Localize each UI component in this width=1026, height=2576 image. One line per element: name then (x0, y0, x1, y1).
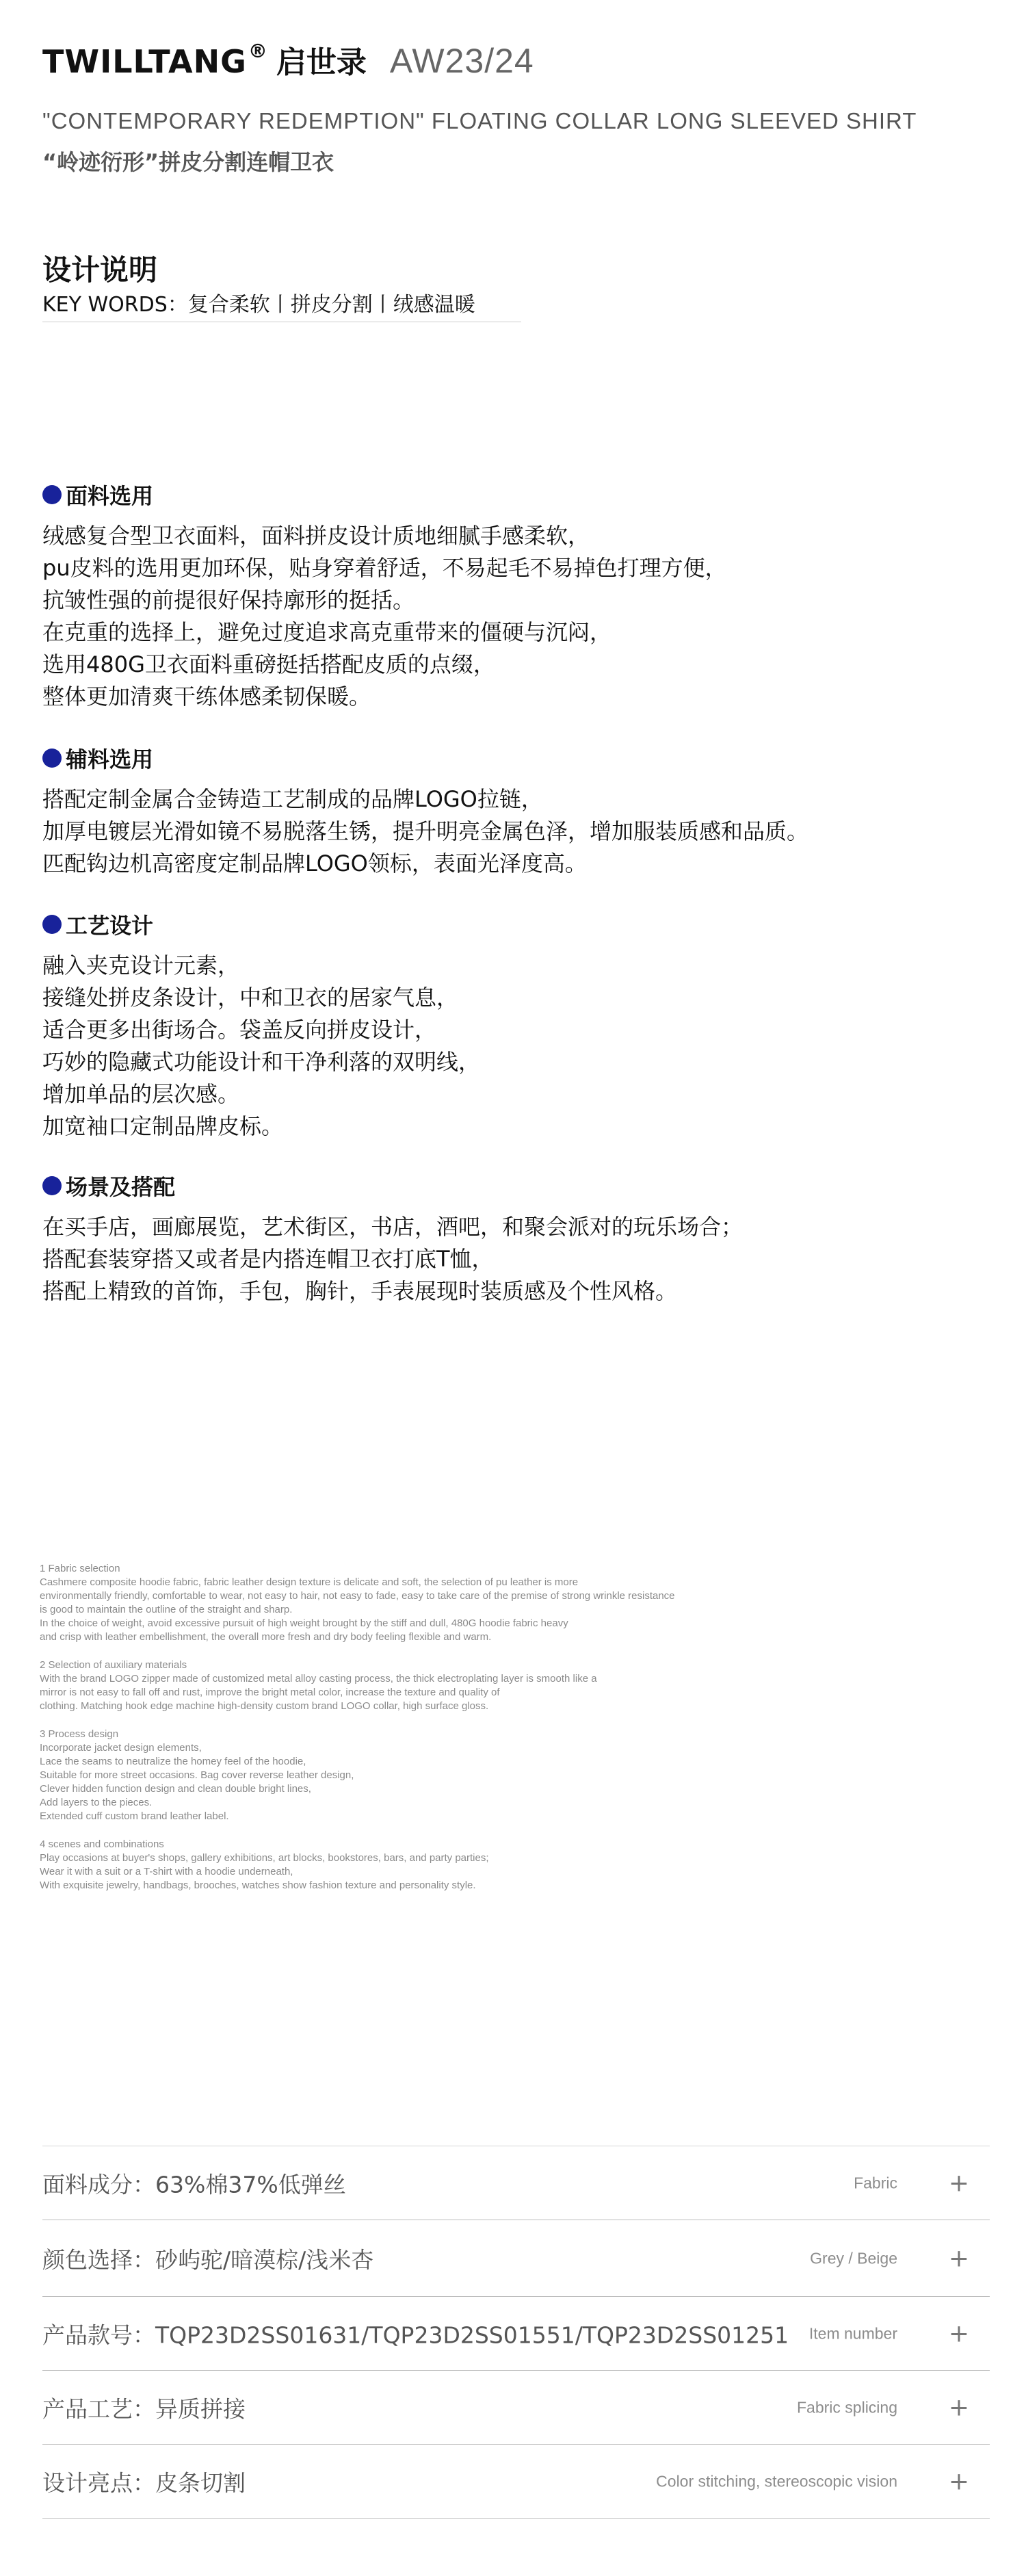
section-accessories (42, 742, 808, 880)
keywords: KEY WORDS：复合柔软丨拼皮分割丨绒感温暖 (42, 287, 521, 322)
brand-name: TWILLTANG (42, 43, 247, 80)
spec-value: TQP23D2SS01631/TQP23D2SS01551/TQP23D2SS01251 (155, 2321, 789, 2348)
english-paragraph (40, 1838, 943, 1892)
text-line: 选用480G卫衣面料重磅挺括搭配皮质的点缀， (42, 651, 495, 677)
english-line: With the brand LOGO zipper made of customized metal alloy casting process, the thick electroplating layer is smooth like a (40, 1673, 597, 1684)
english-paragraph (40, 1728, 943, 1823)
english-paragraph (40, 1658, 943, 1713)
product-title-en: "CONTEMPORARY REDEMPTION" FLOATING COLLAR LONG SLEEVED SHIRT (42, 108, 917, 133)
english-line: mirror is not easy to fall off and rust, improve the bright metal color, increase the texture and quality of (40, 1687, 500, 1698)
spec-list (42, 2146, 990, 2519)
english-line: Lace the seams to neutralize the homey feel of the hoodie, (40, 1756, 306, 1767)
bullet-dot-icon (42, 485, 62, 504)
english-line: clothing. Matching hook edge machine high-density custom brand LOGO collar, high surface gloss. (40, 1700, 489, 1712)
spec-label: 设计亮点： (42, 2469, 155, 2496)
spec-value: 63%棉37%低弹丝 (155, 2171, 346, 2198)
brand-chinese-name: 启世录 (276, 45, 367, 80)
text-line: 适合更多出街场合。袋盖反向拼皮设计， (42, 1017, 437, 1043)
spec-english: Color stitching, stereoscopic vision (656, 2472, 897, 2490)
section-craft (42, 909, 480, 1143)
spec-row-highlight[interactable] (42, 2445, 990, 2519)
expand-plus-icon[interactable]: + (948, 2169, 969, 2197)
spec-value: 砂屿驼/暗漠棕/浅米杏 (155, 2246, 374, 2273)
text-line: 巧妙的隐藏式功能设计和干净利落的双明线， (42, 1049, 481, 1075)
expand-plus-icon[interactable]: + (948, 2393, 969, 2421)
english-line: With exquisite jewelry, handbags, brooches, watches show fashion texture and personality style. (40, 1879, 476, 1891)
text-line: 在买手店，画廊展览，艺术街区，书店，酒吧，和聚会派对的玩乐场合； (42, 1214, 744, 1240)
english-line: is good to maintain the outline of the straight and sharp. (40, 1604, 293, 1615)
english-line: Add layers to the pieces. (40, 1797, 153, 1808)
section-fabric (42, 479, 727, 713)
text-line: 融入夹克设计元素， (42, 952, 240, 978)
product-title-cn: “岭迹衍形”拼皮分割连帽卫衣 (42, 149, 334, 175)
english-line: Wear it with a suit or a T-shirt with a hoodie underneath, (40, 1866, 293, 1877)
section-title: 场景及搭配 (66, 1174, 176, 1200)
spec-row-process[interactable] (42, 2371, 990, 2445)
header (42, 38, 534, 81)
registered-mark: ® (248, 39, 268, 62)
section-scene (42, 1170, 743, 1307)
english-line: In the choice of weight, avoid excessive pursuit of high weight brought by the stiff and dull, 480G hoodie fabric heavy (40, 1617, 568, 1629)
english-line: Incorporate jacket design elements, (40, 1742, 202, 1754)
spec-english: Fabric (854, 2174, 897, 2191)
expand-plus-icon[interactable]: + (948, 2467, 969, 2495)
spec-row-fabric[interactable] (42, 2146, 990, 2220)
english-line: 2 Selection of auxiliary materials (40, 1659, 187, 1671)
english-line: 3 Process design (40, 1728, 119, 1740)
text-line: 加厚电镀层光滑如镜不易脱落生锈，提升明亮金属色泽，增加服装质感和品质。 (42, 818, 809, 844)
text-line: 接缝处拼皮条设计，中和卫衣的居家气息， (42, 985, 459, 1011)
text-line: 搭配定制金属合金铸造工艺制成的品牌LOGO拉链， (42, 786, 543, 812)
english-line: Suitable for more street occasions. Bag cover reverse leather design, (40, 1769, 354, 1781)
spec-english: Item number (808, 2324, 897, 2342)
spec-row-color[interactable] (42, 2220, 990, 2297)
text-line: 搭配套装穿搭又或者是内搭连帽卫衣打底T恤， (42, 1246, 494, 1272)
spec-label: 面料成分： (42, 2171, 155, 2198)
bullet-dot-icon (42, 1176, 62, 1195)
english-line: 4 scenes and combinations (40, 1838, 164, 1850)
english-line: and crisp with leather embellishment, the overall more fresh and dry body feeling flexible and warm. (40, 1631, 492, 1643)
english-line: Clever hidden function design and clean double bright lines, (40, 1783, 311, 1795)
spec-value: 异质拼接 (155, 2395, 246, 2422)
section-title: 工艺设计 (66, 913, 154, 939)
bullet-dot-icon (42, 749, 62, 768)
english-paragraph (40, 1562, 943, 1644)
english-line: Cashmere composite hoodie fabric, fabric leather design texture is delicate and soft, the selection of pu leather is more (40, 1576, 579, 1588)
spec-value: 皮条切割 (155, 2469, 246, 2496)
text-line: 加宽袖口定制品牌皮标。 (42, 1113, 284, 1139)
bullet-dot-icon (42, 915, 62, 934)
section-title: 辅料选用 (66, 746, 154, 772)
text-line: 增加单品的层次感。 (42, 1081, 240, 1107)
english-line: environmentally friendly, comfortable to wear, not easy to hair, not easy to fade, easy to take care of the premise of strong wrinkle resistance (40, 1590, 675, 1602)
english-line: Extended cuff custom brand leather label. (40, 1810, 229, 1822)
text-line: 匹配钩边机高密度定制品牌LOGO领标，表面光泽度高。 (42, 850, 587, 876)
text-line: pu皮料的选用更加环保，贴身穿着舒适，不易起毛不易掉色打理方便， (42, 555, 727, 581)
design-heading: 设计说明 (42, 253, 158, 287)
text-line: 绒感复合型卫衣面料，面料拼皮设计质地细腻手感柔软， (42, 523, 590, 549)
text-line: 搭配上精致的首饰，手包，胸针，手表展现时装质感及个性风格。 (42, 1278, 678, 1304)
text-line: 整体更加清爽干练体感柔韧保暖。 (42, 684, 371, 710)
spec-english: Fabric splicing (797, 2398, 897, 2416)
english-line: 1 Fabric selection (40, 1563, 120, 1574)
spec-row-item-number[interactable] (42, 2297, 990, 2371)
season-label: AW23/24 (389, 42, 534, 80)
spec-label: 产品工艺： (42, 2395, 155, 2422)
spec-label: 颜色选择： (42, 2246, 155, 2273)
expand-plus-icon[interactable]: + (948, 2319, 969, 2347)
english-notes (40, 1562, 943, 1907)
spec-label: 产品款号： (42, 2321, 155, 2348)
spec-english: Grey / Beige (810, 2249, 897, 2267)
section-title: 面料选用 (66, 483, 154, 509)
text-line: 在克重的选择上，避免过度追求高克重带来的僵硬与沉闷， (42, 619, 612, 645)
text-line: 抗皱性强的前提很好保持廓形的挺括。 (42, 587, 415, 613)
english-line: Play occasions at buyer's shops, gallery exhibitions, art blocks, bookstores, bars, and party parties; (40, 1852, 489, 1864)
expand-plus-icon[interactable]: + (948, 2244, 969, 2272)
brand-logo (42, 39, 268, 80)
